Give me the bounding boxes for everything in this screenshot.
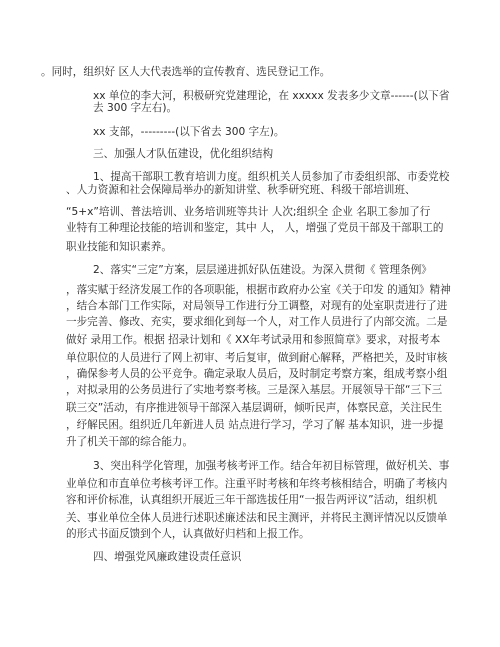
- text-line: ，结合本部门工作实际，对局领导工作进行分工调整，对现有的处室职责进行了进: [66, 300, 448, 312]
- text-line: xx 单位的李大河，积极研究党建理论，在 xxxxx 发表多少文章------(以下省: [93, 90, 450, 102]
- text-line: ，确保参考人员的公平竞争。确定录取人员后，及时制定考察方案，组成考察小组: [66, 368, 448, 380]
- text-line: 的形式书面反馈到个人，认真做好归档和上报工作。: [66, 528, 310, 540]
- text-line: xx 支部，---------(以下省去 300 字左)。: [93, 126, 285, 138]
- text-line: 容和评价标准，认真组织开展近三年干部选拔任用“一报告两评议”活动，组织机: [66, 494, 438, 506]
- text-line: 业单位和市直单位考核考评工作。注重平时考核和年终考核相结合，明确了考核内: [66, 478, 448, 490]
- text-line: 业特有工种理论技能的培训和鉴定，其中 人， 人，增强了党员干部及干部职工的: [66, 222, 444, 234]
- text-line: 联三交”活动，有序推进领导干部深入基层调研，倾听民声，体察民意，关注民生: [66, 402, 443, 414]
- text-line: 单位职位的人员进行了网上初审、考后复审，做到耐心解释，严格把关，及时审核: [66, 352, 448, 364]
- text-line: 1、提高干部职工教育培训力度。组织机关人员参加了市委组织部、市委党校: [93, 171, 450, 183]
- text-line: “5+x”培训、普法培训、业务培训班等共计 人次;组织全 企业 名职工参加了行: [66, 206, 431, 218]
- text-line: 升了机关干部的综合能力。: [66, 436, 194, 448]
- text-line: 做好 录用工作。根据 招录计划和《 XX年考试录用和参照简章》要求，对报考本: [66, 334, 441, 346]
- section-heading: 三、加强人才队伍建设，优化组织结构: [93, 148, 274, 160]
- text-line: 3、突出科学化管理，加强考核考评工作。结合年初目标管理，做好机关、事: [93, 460, 450, 472]
- text-line: 2、落实“三定”方案，层层递进抓好队伍建设。为深入贯彻《 管理条例》: [93, 264, 432, 276]
- text-line: ，落实赋于经济发展工作的各项职能，根据市政府办公室《关于印发 的通知》精神: [66, 284, 451, 296]
- text-line: 。同时，组织好 区人大代表选举的宣传教育、选民登记工作。: [41, 66, 331, 78]
- text-line: 一步完善、修改、充实，要求细化到每一个人，对工作人员进行了内部交流。二是: [66, 316, 448, 328]
- text-line: ，对拟录用的公务员进行了实地考察考核。三是深入基层。开展领导干部“三下三: [66, 384, 443, 396]
- text-line: ，纾解民困。组织近几年新进人员 站点进行学习，学习了解 基本知识，进一步提: [66, 419, 444, 431]
- text-line: 去 300 字左右)。: [93, 102, 178, 114]
- text-line: 关、事业单位全体人员进行述职述廉述法和民主测评，并将民主测评情况以反馈单: [66, 512, 448, 524]
- text-line: 、人力资源和社会保障局举办的新知讲堂、秋季研究班、科级干部培训班、: [66, 184, 416, 196]
- section-heading: 四、增强党风廉政建设责任意识: [93, 551, 242, 563]
- text-line: 职业技能和知识素养。: [66, 241, 172, 253]
